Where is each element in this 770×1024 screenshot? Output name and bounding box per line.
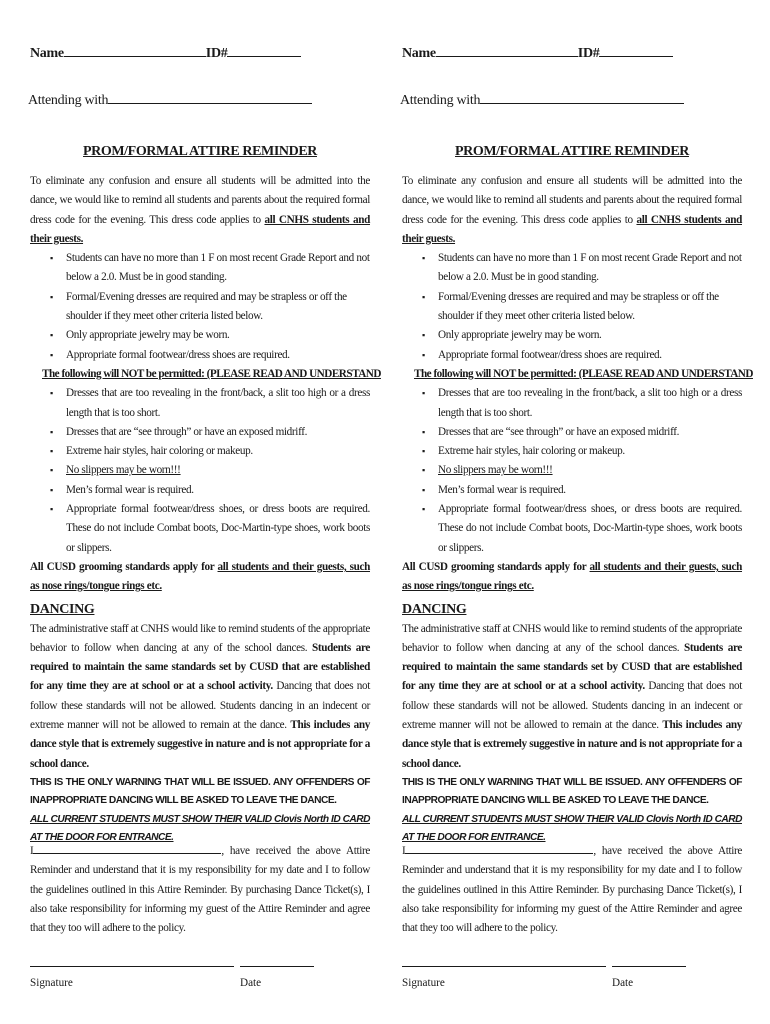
attending-label: Attending with [28, 93, 109, 108]
name-id-row [30, 42, 301, 62]
attending-field[interactable] [108, 89, 312, 104]
id-field[interactable] [227, 42, 301, 57]
list-item: ▪ Students can have no more than 1 F on most recent Grade Report and not below a 2.0. Must be in good standing. [30, 249, 370, 288]
date-label: Date [612, 977, 634, 989]
student-name-field[interactable] [33, 840, 221, 854]
attire-body [402, 172, 753, 848]
list-item: ▪ No slippers may be worn!!! [30, 461, 370, 480]
list-item: ▪ Only appropriate jewelry may be worn. [30, 326, 370, 345]
grooming-emphasis: all students and their guests, such as nose rings/tongue rings etc. [30, 560, 370, 593]
list-item: ▪ Extreme hair styles, hair coloring or makeup. [30, 442, 370, 461]
grooming-paragraph: All CUSD grooming standards apply for all students and their guests, such as nose rings/tongue rings etc. [30, 560, 370, 593]
warning-text: THIS IS THE ONLY WARNING THAT WILL BE ISSUED. ANY OFFENDERS OF INAPPROPRIATE DANCING WILL BE ASKED TO LEAVE THE DANCE. [30, 776, 370, 807]
dancing-paragraph: The administrative staff at CNHS would like to remind students of the appropriate behavior to follow when dancing at any of the school dances. Students are required to maintain the same standards set by CUSD that are established for any time they are at school or at a school activity. Dancing that does not follow these standards will not be allowed. Students dancing in an indecent or extreme manner will not be allowed to remain at the dance. This includes any dance style that is extremely suggestive in nature and is not appropriate for a school dance. [402, 622, 742, 770]
not-permitted-heading: The following will NOT be permitted: (PLEASE READ AND UNDERSTAND [414, 367, 753, 380]
date-label: Date [240, 977, 262, 989]
name-label: Name [402, 46, 436, 61]
list-item: ▪ Only appropriate jewelry may be worn. [402, 326, 742, 345]
list-item: ▪ Formal/Evening dresses are required and may be strapless or off the shoulder if they meet other criteria listed below. [30, 288, 370, 327]
date-field[interactable] [240, 966, 314, 967]
warning-text: THIS IS THE ONLY WARNING THAT WILL BE ISSUED. ANY OFFENDERS OF INAPPROPRIATE DANCING WILL BE ASKED TO LEAVE THE DANCE. [402, 776, 742, 807]
list-item: ▪ Dresses that are too revealing in the front/back, a slit too high or a dress length that is too short. [402, 384, 742, 423]
not-permitted-list [30, 384, 370, 558]
not-permitted-heading: The following will NOT be permitted: (PLEASE READ AND UNDERSTAND [42, 367, 381, 380]
intro-paragraph: To eliminate any confusion and ensure all students will be admitted into the dance, we would like to remind all students and parents about the required formal dress code for the evening. This dress code applies to all CNHS students and their guests. [402, 175, 742, 245]
dancing-heading: DANCING [30, 601, 95, 617]
attending-row [28, 89, 312, 109]
dancing-heading: DANCING [402, 601, 467, 617]
list-item: ▪ No slippers may be worn!!! [402, 461, 742, 480]
attending-field[interactable] [480, 89, 684, 104]
list-item: ▪ Dresses that are too revealing in the front/back, a slit too high or a dress length that is too short. [30, 384, 370, 423]
name-field[interactable] [64, 42, 206, 57]
intro-emphasis: all CNHS students and their guests. [30, 213, 370, 245]
required-list [30, 249, 370, 365]
list-item: ▪ Dresses that are “see through” or have an exposed midriff. [402, 423, 742, 442]
name-label: Name [30, 46, 64, 61]
grooming-paragraph: All CUSD grooming standards apply for all students and their guests, such as nose rings/tongue rings etc. [402, 560, 742, 593]
dancing-paragraph: The administrative staff at CNHS would like to remind students of the appropriate behavior to follow when dancing at any of the school dances. Students are required to maintain the same standards set by CUSD that are established for any time they are at school or at a school activity. Dancing that does not follow these standards will not be allowed. Students dancing in an indecent or extreme manner will not be allowed to remain at the dance. This includes any dance style that is extremely suggestive in nature and is not appropriate for a school dance. [30, 622, 370, 770]
list-item: ▪ Appropriate formal footwear/dress shoes, or dress boots are required. These do not include Combat boots, Doc-Martin-type shoes, work boots or slippers. [402, 500, 742, 558]
signature-label: Signature [30, 977, 73, 989]
date-field[interactable] [612, 966, 686, 967]
name-field[interactable] [436, 42, 578, 57]
attire-body [30, 172, 381, 848]
page-title: PROM/FORMAL ATTIRE REMINDER [455, 144, 689, 159]
id-field[interactable] [599, 42, 673, 57]
list-item: ▪ Extreme hair styles, hair coloring or makeup. [402, 442, 742, 461]
id-label: ID# [205, 46, 228, 61]
intro-paragraph: To eliminate any confusion and ensure all students will be admitted into the dance, we would like to remind all students and parents about the required formal dress code for the evening. This dress code applies to all CNHS students and their guests. [30, 175, 370, 245]
list-item: ▪ Appropriate formal footwear/dress shoes are required. [30, 346, 370, 365]
list-item: ▪ Men’s formal wear is required. [30, 481, 370, 500]
agreement-paragraph: I , have received the above Attire Reminder and understand that it is my responsibility for my date and I to follow the guidelines outlined in this Attire Reminder. By purchasing Dance Ticket(s), I also take responsibility for informing my guest of the Attire Reminder and agree that they too will adhere to the policy. [402, 840, 742, 938]
id-notice: ALL CURRENT STUDENTS MUST SHOW THEIR VALID Clovis North ID CARD AT THE DOOR FOR ENTRANCE. [402, 813, 742, 844]
attending-label: Attending with [400, 93, 481, 108]
not-permitted-list [402, 384, 742, 558]
signature-field[interactable] [30, 966, 234, 967]
intro-emphasis: all CNHS students and their guests. [402, 213, 742, 245]
required-list [402, 249, 742, 365]
attending-row [400, 89, 684, 109]
signature-field[interactable] [402, 966, 606, 967]
list-item: ▪ Appropriate formal footwear/dress shoes are required. [402, 346, 742, 365]
list-item: ▪ Formal/Evening dresses are required and may be strapless or off the shoulder if they meet other criteria listed below. [402, 288, 742, 327]
signature-label: Signature [402, 977, 445, 989]
page-title: PROM/FORMAL ATTIRE REMINDER [83, 144, 317, 159]
list-item: ▪ Appropriate formal footwear/dress shoes, or dress boots are required. These do not include Combat boots, Doc-Martin-type shoes, work boots or slippers. [30, 500, 370, 558]
id-notice: ALL CURRENT STUDENTS MUST SHOW THEIR VALID Clovis North ID CARD AT THE DOOR FOR ENTRANCE. [30, 813, 370, 844]
student-name-field[interactable] [405, 840, 593, 854]
name-id-row [402, 42, 673, 62]
agreement-paragraph: I , have received the above Attire Reminder and understand that it is my responsibility for my date and I to follow the guidelines outlined in this Attire Reminder. By purchasing Dance Ticket(s), I also take responsibility for informing my guest of the Attire Reminder and agree that they too will adhere to the policy. [30, 840, 370, 938]
list-item: ▪ Men’s formal wear is required. [402, 481, 742, 500]
list-item: ▪ Dresses that are “see through” or have an exposed midriff. [30, 423, 370, 442]
id-label: ID# [577, 46, 600, 61]
grooming-emphasis: all students and their guests, such as nose rings/tongue rings etc. [402, 560, 742, 593]
list-item: ▪ Students can have no more than 1 F on most recent Grade Report and not below a 2.0. Must be in good standing. [402, 249, 742, 288]
